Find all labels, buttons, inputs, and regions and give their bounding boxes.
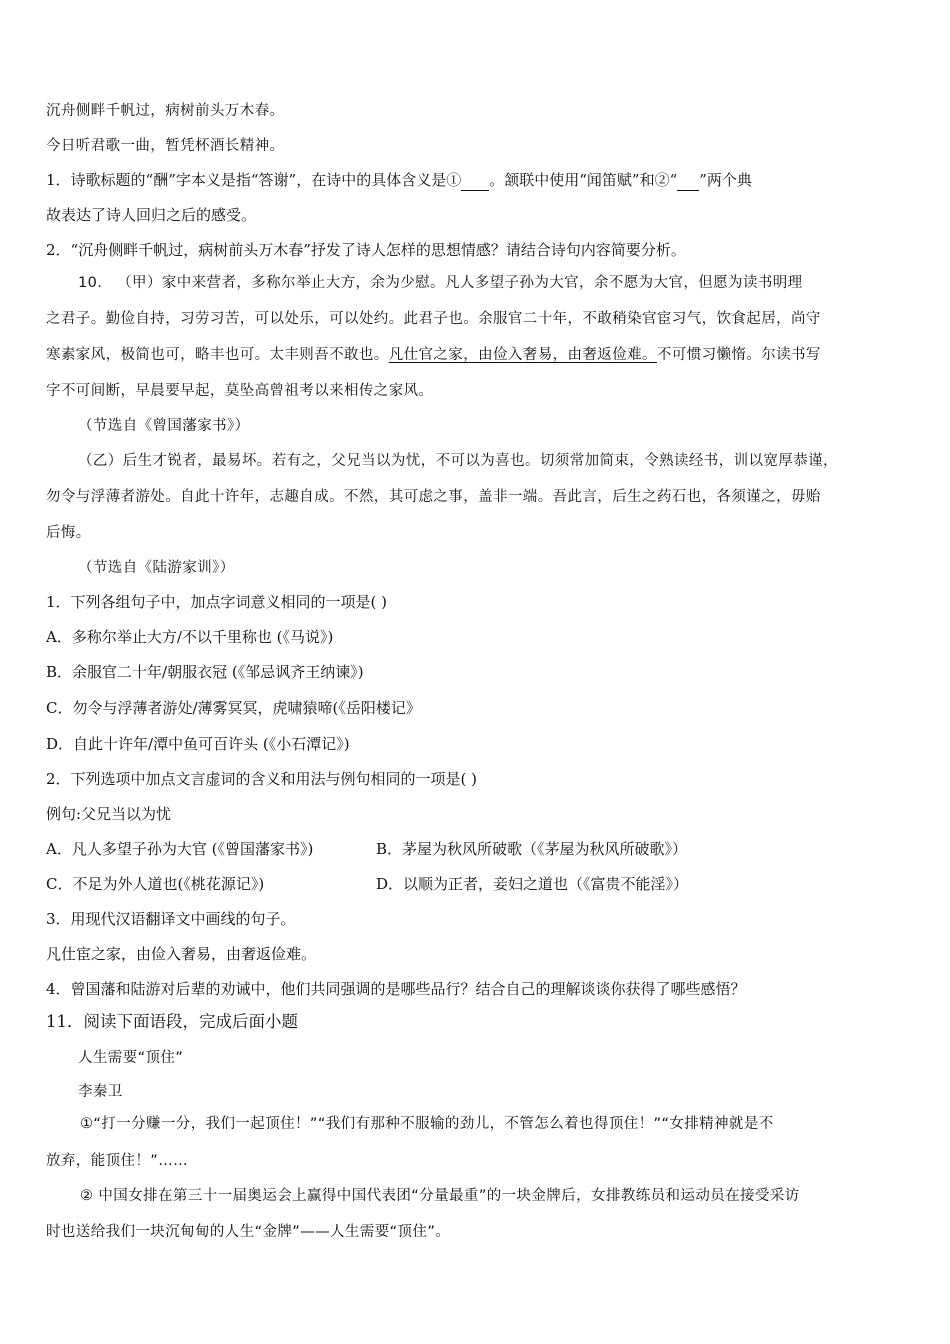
q10-yi-line-3: 后悔。 xyxy=(46,525,91,541)
q10-yi-line-2: 勿令与浮薄者游处。自此十许年，志趣自成。不然，其可虑之事，盖非一端。吾此言，后生之药石也，各须谨之，毋贻 xyxy=(46,489,821,505)
article-p2-line-1: ② 中国女排在第三十一届奥运会上赢得中国代表团“分量最重”的一块金牌后，女排教练员和运动员在接受采访 xyxy=(80,1188,800,1204)
q9-sub1-prefix: 1．诗歌标题的“酬”字本义是指“答谢”，在诗中的具体含义是① xyxy=(46,171,462,189)
q10-sub1-option-c: C．勿令与浮薄者游处/薄雾冥冥，虎啸猿啼(《岳阳楼记》 xyxy=(46,699,421,717)
q10-jia-line-3-post: 不可惯习懒惰。尔读书写 xyxy=(656,347,821,363)
poem-line-1: 沉舟侧畔千帆过，病树前头万木春。 xyxy=(46,103,285,119)
q10-sub2-option-c: C．不足为外人道也(《桃花源记》) xyxy=(46,875,265,893)
article-p2-line-2: 时也送给我们一块沉甸甸的人生“金牌”——人生需要“顶住”。 xyxy=(46,1224,451,1240)
article-title: 人生需要“顶住” xyxy=(78,1050,184,1066)
q10-yi-source: （节选自《陆游家训》） xyxy=(78,560,235,576)
q10-sub1: 1．下列各组句子中，加点字词意义相同的一项是( ) xyxy=(46,593,388,611)
q10-sub2-option-b: B．茅屋为秋风所破歌（《茅屋为秋风所破歌》） xyxy=(376,840,688,858)
article-author: 李秦卫 xyxy=(78,1084,123,1100)
q10-jia-source: （节选自《曾国藩家书》） xyxy=(78,418,250,434)
answer-blank-1[interactable] xyxy=(461,170,489,191)
q10-jia-line-1: 10． （甲）家中来营者，多称尔举止大方，余为少慰。凡人多望子孙为大官，余不愿为大官，但愿为读书明理 xyxy=(78,275,803,291)
q10-jia-line-2: 之君子。勤俭自持，习劳习苦，可以处乐，可以处约。此君子也。余服官二十年，不敢稍染官宦习气，饮食起居，尚守 xyxy=(46,311,821,327)
article-p1-line-1: ①“打一分赚一分，我们一起顶住！”“我们有那种不服输的劲儿，不管怎么着也得顶住！”“女排精神就是不 xyxy=(80,1116,774,1132)
q10-sub4: 4．曾国藩和陆游对后辈的劝诫中，他们共同强调的是哪些品行？结合自己的理解谈谈你获得了哪些感悟？ xyxy=(46,980,746,998)
q10-sub2: 2．下列选项中加点文言虚词的含义和用法与例句相同的一项是( ) xyxy=(46,770,478,788)
q10-sub1-option-b: B．余服官二十年/朝服衣冠 (《邹忌讽齐王纳谏》) xyxy=(46,663,364,681)
q10-sub1-option-a: A．多称尔举止大方/不以千里称也 (《马说》) xyxy=(46,628,334,646)
q9-sub2: 2．“沉舟侧畔千帆过，病树前头万木春”抒发了诗人怎样的思想情感？请结合诗句内容简要分析。 xyxy=(46,241,686,259)
poem-line-2: 今日听君歌一曲，暂凭杯酒长精神。 xyxy=(46,138,285,154)
q10-sub3: 3．用现代汉语翻译文中画线的句子。 xyxy=(46,910,296,928)
underlined-sentence: 凡仕官之家，由俭入奢易，由奢返俭难。 xyxy=(388,347,657,363)
q9-sub1-suffix: ”两个典 xyxy=(699,171,752,189)
q10-sub1-option-d: D．自此十许年/潭中鱼可百许头 (《小石潭记》) xyxy=(46,735,350,753)
q11-heading: 11．阅读下面语段，完成后面小题 xyxy=(46,1012,298,1031)
q9-sub1 xyxy=(46,170,910,191)
q10-sub2-example: 例句:父兄当以为忧 xyxy=(46,805,172,823)
article-p1-line-2: 放弃，能顶住！”…… xyxy=(46,1153,189,1169)
q10-sub3-sentence: 凡仕宦之家，由俭入奢易，由奢返俭难。 xyxy=(46,945,317,963)
q10-sub2-option-d: D．以顺为正者，妾妇之道也（《富贵不能淫》） xyxy=(376,875,689,893)
q9-sub1-continued: 故表达了诗人回归之后的感受。 xyxy=(46,206,257,224)
q10-yi-line-1: （乙）后生才锐者，最易坏。若有之，父兄当以为忧，不可以为喜也。切须常加简束，令熟读经书，训以宽厚恭谨， xyxy=(78,453,838,469)
q10-sub2-option-a: A．凡人多望子孙为大官 (《曾国藩家书》) xyxy=(46,840,314,858)
q10-jia-line-4: 字不可间断，早晨要早起，莫坠高曾祖考以来相传之家风。 xyxy=(46,383,434,399)
q10-jia-line-3-pre: 寒素家风，极简也可，略丰也可。太丰则吾不敢也。 xyxy=(46,347,389,363)
q10-jia-line-3 xyxy=(46,345,910,365)
answer-blank-2[interactable] xyxy=(677,170,699,191)
q9-sub1-mid: 。颔联中使用“闻笛赋”和②“ xyxy=(489,171,678,189)
